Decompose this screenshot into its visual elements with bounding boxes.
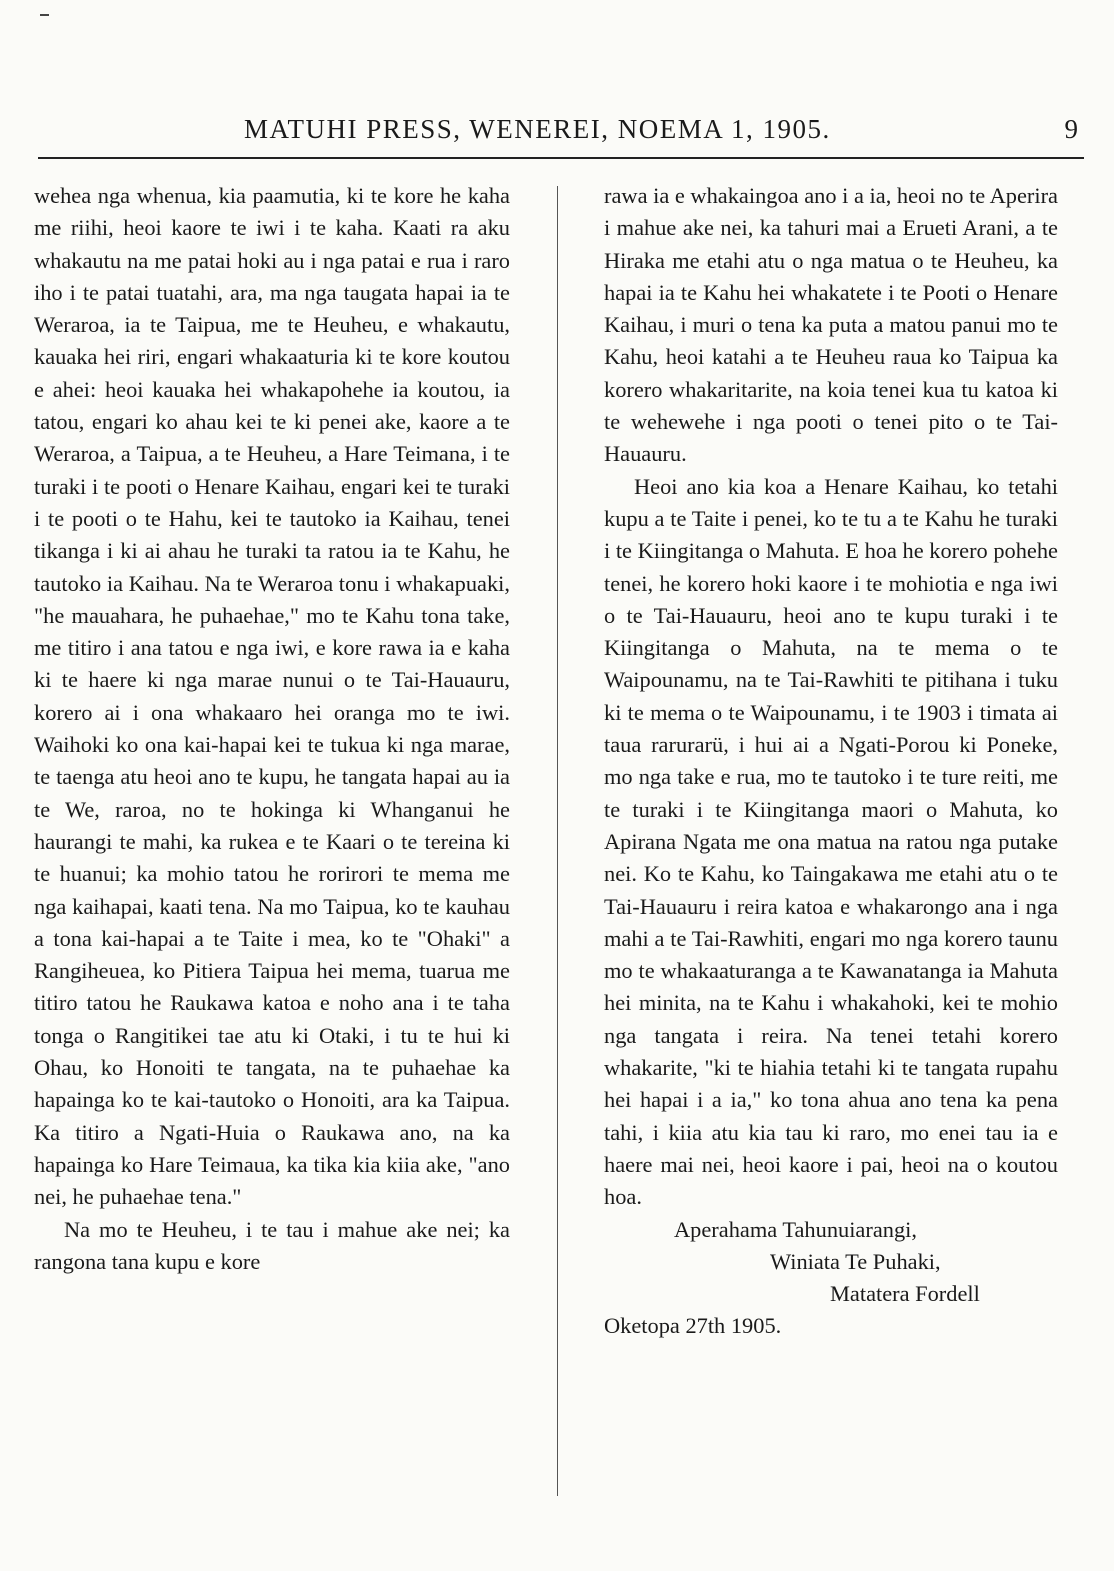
page-mark [40, 14, 49, 16]
left-column [34, 180, 510, 1278]
right-paragraph-2: Heoi ano kia koa a Henare Kaihau, ko tetahi kupu a te Taite i penei, ko te tu a te Kahu he turaki i te Kiingitanga o Mahuta. E hoa he korero pohehe tenei, he korero hoki kaore i te mohiotia e nga iwi o te Tai-Hauauru, heoi ano te kupu turaki i te Kiingitanga o Mahuta, na te mema o te Waipounamu, na te Tai-Rawhiti te pitihana i tuku ki te mema o te Waipounamu, i te 1903 i timata ai taua rarurarü, i hui ai a Ngati-Porou ki Poneke, mo nga take e rua, mo te tautoko i te ture reiti, me te turaki i te Kiingitanga maori o Mahuta, ko Apirana Ngata me ona matua na ratou nga putake nei. Ko te Kahu, ko Taingakawa me etahi atu o te Tai-Hauauru i reira katoa e whakarongo ana i nga mahi a te Tai-Rawhiti, engari mo nga korero taunu mo te whakaaturanga a te Kawanatanga ia Mahuta hei minita, na te Kahu i whakahoki, kei te mohio nga tangata i reira. Na tenei tetahi korero whakarite, "ki te hiahia tetahi ki te tangata rupahu hei hapai i a ia," ko tona ahua ano tena ka pena tahi, i kiia atu kia tau ki raro, mo enei tau ia e haere mai nei, heoi kaore i pai, heoi na o koutou hoa. [604, 473, 1058, 1210]
signature-1: Aperahama Tahunuiarangi, [674, 1216, 917, 1242]
page-number: 9 [1064, 114, 1078, 144]
header-rule [38, 157, 1084, 159]
signature-3: Matatera Fordell [830, 1281, 980, 1307]
signature-2: Winiata Te Puhaki, [770, 1248, 941, 1274]
right-column [604, 180, 1058, 1343]
page-header [36, 110, 1088, 150]
left-paragraph-1: wehea nga whenua, kia paamutia, ki te kore he kaha me riihi, heoi kaore te iwi i te kaha. Kaati ra aku whakautu na me patai hoki au i nga patai e rua i raro iho i te patai tuatahi, ara, ma nga taugata hapai ia te Weraroa, ia te Taipua, me te Heuheu, e whakautu, kauaka hei riri, engari whakaaturia ki te kore koutou e ahei: heoi kauaka hei whakapohehe ia koutou, ia tatou, engari ko ahau kei te ki penei ake, kaore a te Weraroa, a Taipua, a te Heuheu, a Hare Teimana, i te turaki i te pooti o Henare Kaihau, engari kei te turaki i te pooti o te Hahu, kei te tautoko ia Kaihau, tenei tikanga i ki ai ahau he turaki ta ratou ia te Kahu, he tautoko ia Kaihau. Na te Weraroa tonu i whakapuaki, "he mauahara, he puhaehae," mo te Kahu tona take, me titiro i ana tatou e nga iwi, e kore rawa ia e kaha ki te haere ki nga marae nunui o te Tai-Hauauru, korero ai i ona whakaaro hei oranga mo te iwi. Waihoki ko ona kai-hapai kei te tukua ki nga marae, te taenga atu heoi ano te kupu, he tangata hapai au ia te We, raroa, no te hokinga ki Whanganui he haurangi te mahi, ka rukea e te Kaari o te tereina ki te huanui; ka mohio tatou he rorirori te mema me nga kaihapai, kaati tena. Na mo Taipua, ko te kauhau a tona kai-hapai a te Taite i mea, ko te "Ohaki" a Rangiheuea, ko Pitiera Taipua hei mema, tuarua me titiro tatou he Raukawa katoa e noho ana i te taha tonga o Rangitikei tae atu ki Otaki, i tu te hui ki Ohau, ko Honoiti te tangata, na te puhaehae ka hapainga ko te kai-tautoko o Honoiti, ara ka Taipua. Ka titiro a Ngati-Huia o Raukawa ano, na ka hapainga ko Hare Teimaua, ka tika kia kiia ake, "ano nei, he puhaehae tena." [34, 183, 510, 1210]
masthead-title: MATUHI PRESS, WENEREI, NOEMA 1, 1905. [244, 114, 831, 144]
left-paragraph-2: Na mo te Heuheu, i te tau i mahue ake nei; ka rangona tana kupu e kore [34, 1216, 510, 1274]
letter-date: Oketopa 27th 1905. [604, 1313, 782, 1339]
right-paragraph-1: rawa ia e whakaingoa ano i a ia, heoi no te Aperira i mahue ake nei, ka tahuri mai a Erueti Arani, a te Hiraka me etahi atu o nga matua o te Heuheu, ka hapai ia te Kahu hei whakatete i te Pooti o Henare Kaihau, i muri o tena ka puta a matou panui mo te Kahu, heoi katahi a te Heuheu raua ko Taipua ka korero whakaritarite, na koia tenei kua tu katoa ki te wehewehe i nga pooti o tenei pito o te Tai-Hauauru. [604, 183, 1058, 467]
column-divider [557, 186, 558, 1496]
